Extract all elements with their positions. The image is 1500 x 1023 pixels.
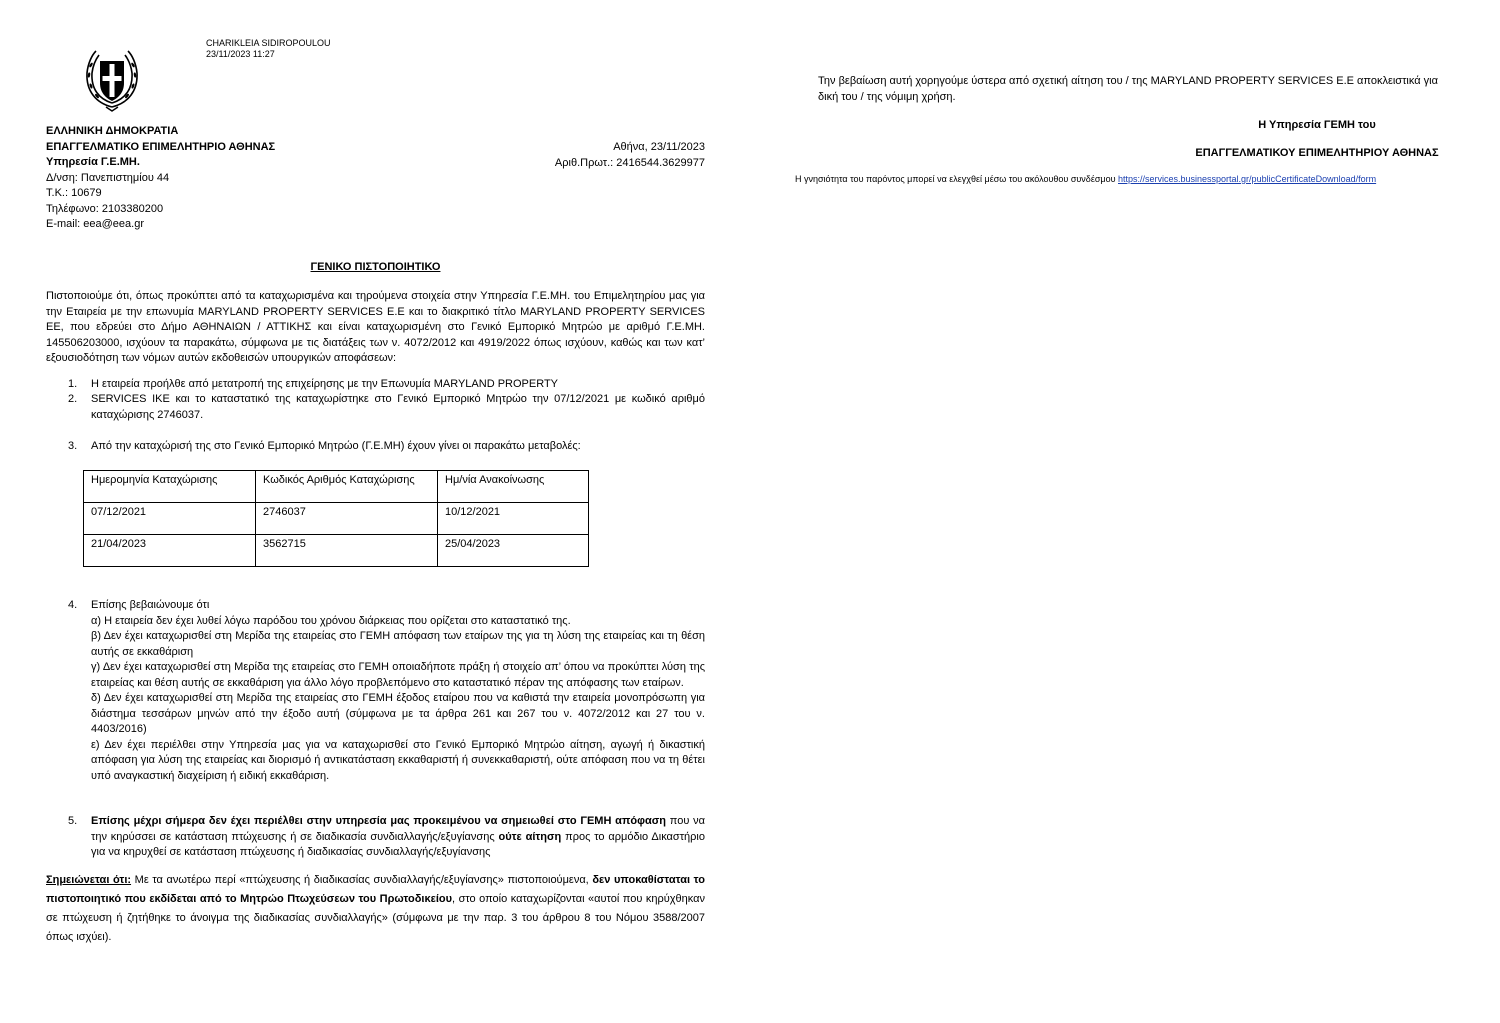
- verification-note: [795, 174, 1376, 184]
- table-header-row: [84, 471, 589, 503]
- list-item-number: 5.: [68, 815, 78, 827]
- item5-bold-application: ούτε αίτηση: [498, 830, 562, 843]
- list-item-number: 3.: [68, 440, 78, 452]
- item4-d: δ) Δεν έχει καταχωρισθεί στη Μερίδα της εταιρείας στο ΓΕΜΗ έξοδος εταίρου που να καθιστά την εταιρεία μονοπρόσωπη για διάστημα τεσσάρων μηνών από την έξοδο αυτή (σύμφωνα με τα άρθρα 261 και 267 του ν. 4072/2012 και 27 του ν. 4403/2016): [91, 692, 705, 735]
- list-item-text: Από την καταχώρισή της στο Γενικό Εμπορικό Μητρώο (Γ.Ε.ΜΗ) έχουν γίνει οι παρακάτω μεταβολές:: [91, 440, 581, 452]
- note-text-2: , στο οποίο καταχωρίζονται «αυτοί που κηρύχθηκαν σε πτώχευση ή ζητήθηκε το άνοιγμα της διαδικασίας συνδιαλλαγής» (σύμφωνα με την παρ. 3 του άρθρου 8 του Νόμου 3588/2007 όπως ισχύει).: [46, 893, 705, 943]
- table-row: [84, 503, 589, 535]
- table-row: [84, 535, 589, 567]
- date-block: [500, 140, 705, 171]
- list-item-4: [46, 598, 705, 784]
- list-item-3: [46, 439, 705, 455]
- registrations-table: [83, 470, 589, 567]
- list-item-number: 1.: [68, 378, 78, 390]
- table-cell: 25/04/2023: [438, 535, 589, 567]
- greek-coat-of-arms-icon: [82, 45, 142, 117]
- table-cell: 2746037: [256, 503, 438, 535]
- issuer-service: Υπηρεσία Γ.Ε.ΜΗ.: [46, 156, 140, 168]
- list-item-number: 2.: [68, 393, 78, 405]
- table-cell: 3562715: [256, 535, 438, 567]
- service-signature-line-1: Η Υπηρεσία ΓΕΜΗ του: [1258, 119, 1376, 131]
- signer-datetime: 23/11/2023 11:27: [206, 49, 275, 59]
- signer-name: CHARIKLEIA SIDIROPOULOU: [206, 38, 331, 48]
- table-cell: 07/12/2021: [84, 503, 256, 535]
- list-item-2: [46, 392, 705, 423]
- issuer-email: E-mail: eea@eea.gr: [46, 218, 144, 230]
- issuer-address: Δ/νση: Πανεπιστημίου 44: [46, 171, 170, 184]
- issuer-country: ΕΛΛΗΝΙΚΗ ΔΗΜΟΚΡΑΤΙΑ: [46, 125, 179, 137]
- item4-a: α) Η εταιρεία δεν έχει λυθεί λόγω παρόδου του χρόνου διάρκειας που ορίζεται στο καταστατικό της.: [91, 614, 571, 627]
- item4-b: β) Δεν έχει καταχωρισθεί στη Μερίδα της εταιρείας στο ΓΕΜΗ απόφαση των εταίρων της για τη λύση της εταιρείας και τη θέση αυτής σε εκκαθάριση: [91, 630, 705, 658]
- list-item-1: [46, 377, 705, 393]
- item4-e: ε) Δεν έχει περιέλθει στην Υπηρεσία μας για να καταχωρισθεί στο Γενικό Εμπορικό Μητρώο αίτηση, αγωγή ή δικαστική απόφαση για λύση της εταιρείας και διορισμό ή αντικατάσταση εκκαθαριστή ή συνεκκαθαριστή, ούτε απόφαση που να τη θέτει υπό αναγκαστική διαχείριση ή ειδική εκκαθάριση.: [91, 738, 705, 782]
- list-item-text: Η εταιρεία προήλθε από μετατροπή της επιχείρησης με την Επωνυμία MARYLAND PROPERTY: [91, 378, 559, 390]
- item4-c: γ) Δεν έχει καταχωρισθεί στη Μερίδα της εταιρείας στο ΓΕΜΗ οποιαδήποτε πράξη ή στοιχείο απ’ όπου να προκύπτει λύση της εταιρείας και θέση αυτής σε εκκαθάριση για άλλο λόγο προβλεπόμενο στο καταστατικό πέραν της απόφασης των εταίρων.: [91, 661, 705, 689]
- certificate-statement: Την βεβαίωση αυτή χορηγούμε ύστερα από σχετική αίτηση του / της MARYLAND PROPERTY SERVICES Ε.Ε αποκλειστικά για δική του / της νόμιμη χρήση.: [818, 75, 1438, 103]
- table-header-cell: Ημερομηνία Καταχώρισης: [84, 471, 256, 503]
- digital-signature-stamp: [206, 38, 331, 60]
- list-item-text: SERVICES ΙΚΕ και το καταστατικό της καταχωρίστηκε στο Γενικό Εμπορικό Μητρώο την 07/12/2021 με κωδικό αριθμό καταχώρισης 2746037.: [91, 393, 705, 421]
- item5-text-1: που να την κηρύσσει σε κατάσταση πτώχευσης ή σε διαδικασία συνδιαλλαγής/εξυγίανσης: [91, 815, 705, 843]
- verification-text: Η γνησιότητα του παρόντος μπορεί να ελεγχθεί μέσω του ακόλουθου συνδέσμου: [795, 174, 1118, 184]
- intro-paragraph: Πιστοποιούμε ότι, όπως προκύπτει από τα καταχωρισμένα και τηρούμενα στοιχεία στην Υπηρεσία Γ.Ε.ΜΗ. του Επιμελητηρίου μας για την Εταιρεία με την επωνυμία MARYLAND PROPERTY SERVICES Ε.Ε και το διακριτικό τίτλο MARYLAND PROPERTY SERVICES ΕΕ, που εδρεύει στο Δήμο ΑΘΗΝΑΙΩΝ / ΑΤΤΙΚΗΣ και είναι καταχωρισμένη στο Γενικό Εμπορικό Μητρώο με αριθμό Γ.Ε.ΜΗ. 145506203000, ισχύουν τα παρακάτω, σύμφωνα με τις διατάξεις των ν. 4072/2012 και 4919/2022 όπως ισχύουν, καθώς και των κατ’ εξουσιοδότηση των νόμων αυτών εκδοθεισών υπουργικών αποφάσεων:: [46, 290, 705, 364]
- issuer-postal-code: Τ.Κ.: 10679: [46, 187, 102, 199]
- document-title: ΓΕΝΙΚΟ ΠΙΣΤΟΠΟΙΗΤΙΚΟ: [310, 261, 441, 273]
- table-header-cell: Ημ/νία Ανακοίνωσης: [438, 471, 589, 503]
- item4-intro: Επίσης βεβαιώνουμε ότι: [91, 599, 210, 611]
- list-item-text: [91, 814, 705, 861]
- table-cell: 21/04/2023: [84, 535, 256, 567]
- verification-link[interactable]: https://services.businessportal.gr/publicCertificateDownload/form: [1118, 174, 1377, 184]
- table-cell: 10/12/2021: [438, 503, 589, 535]
- protocol-number: Αριθ.Πρωτ.: 2416544.3629977: [554, 156, 705, 169]
- item5-bold-decision: Επίσης μέχρι σήμερα δεν έχει περιέλθει στην υπηρεσία μας προκειμένου να σημειωθεί στο ΓΕΜΗ απόφαση: [91, 815, 666, 827]
- issuer-chamber: ΕΠΑΓΓΕΛΜΑΤΙΚΟ ΕΠΙΜΕΛΗΤΗΡΙΟ ΑΘΗΝΑΣ: [46, 140, 276, 153]
- note-label: Σημειώνεται ότι:: [46, 874, 132, 886]
- list-item-number: 4.: [68, 599, 78, 611]
- note-paragraph: [46, 871, 705, 947]
- service-signature-line-2: ΕΠΑΓΓΕΛΜΑΤΙΚΟΥ ΕΠΙΜΕΛΗΤΗΡΙΟΥ ΑΘΗΝΑΣ: [1195, 147, 1439, 159]
- list-item-5: [46, 814, 705, 861]
- issuer-block: [46, 124, 275, 233]
- note-text-1: Με τα ανωτέρω περί «πτώχευσης ή διαδικασίας συνδιαλλαγής/εξυγίανσης» πιστοποιούμενα,: [131, 874, 593, 886]
- issue-date: Αθήνα, 23/11/2023: [613, 141, 705, 153]
- item5-text-2: προς το αρμόδιο Δικαστήριο για να κηρυχθεί σε κατάσταση πτώχευσης ή διαδικασίας συνδιαλλαγής/εξυγίανσης: [91, 830, 705, 858]
- table-header-cell: Κωδικός Αριθμός Καταχώρισης: [256, 471, 438, 503]
- issuer-phone: Τηλέφωνο: 2103380200: [46, 202, 164, 215]
- note-bold: δεν υποκαθίσταται το πιστοποιητικό που εκδίδεται από το Μητρώο Πτωχεύσεων του Πρωτοδικείου: [46, 874, 706, 905]
